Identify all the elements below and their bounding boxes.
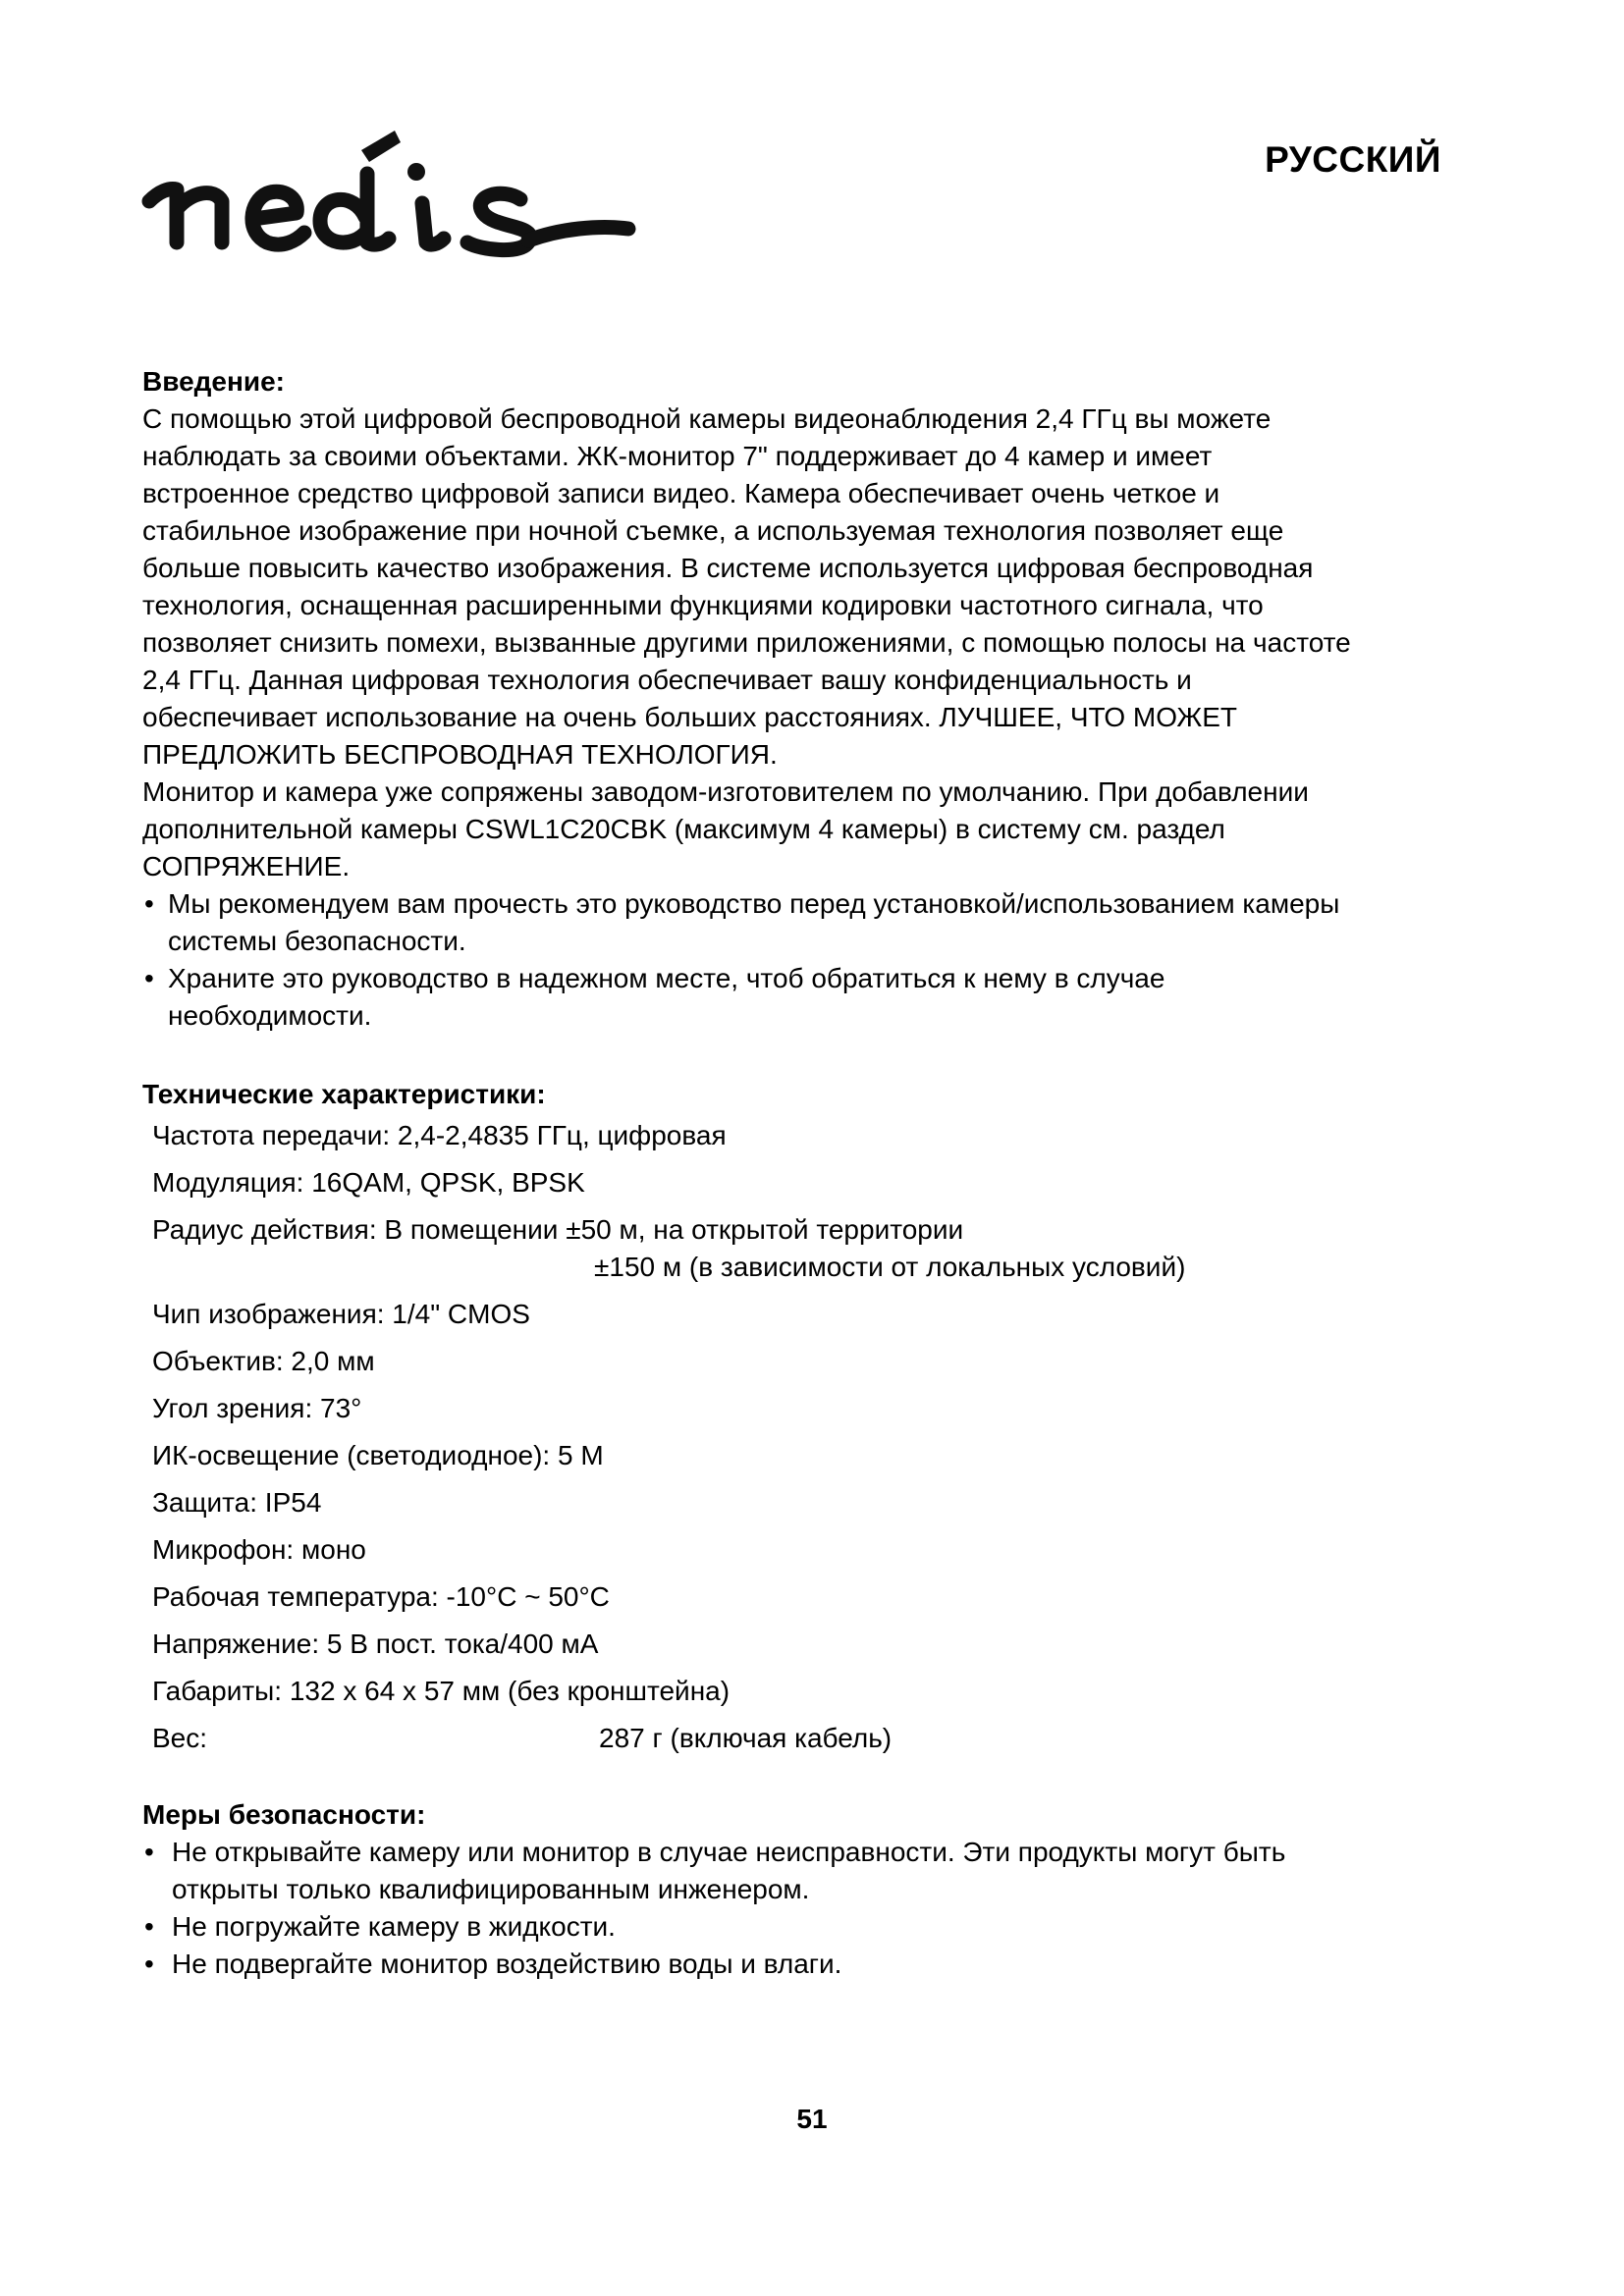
intro-heading: Введение: bbox=[142, 366, 286, 397]
spec-range-line-2: ±150 м (в зависимости от локальных условий) bbox=[594, 1252, 1186, 1282]
spec-weight bbox=[152, 1720, 1360, 1757]
specs-section bbox=[142, 1076, 1360, 1757]
spec-microphone: Микрофон: моно bbox=[152, 1534, 366, 1565]
spec-dimensions: Габариты: 132 x 64 x 57 мм (без кронштейна) bbox=[152, 1676, 731, 1706]
spec-voltage: Напряжение: 5 В пост. тока/400 мА bbox=[152, 1629, 599, 1659]
intro-bullets bbox=[142, 885, 1360, 1035]
spec-frequency: Частота передачи: 2,4-2,4835 ГГц, цифровая bbox=[152, 1120, 727, 1150]
safety-heading: Меры безопасности: bbox=[142, 1799, 426, 1830]
document-body bbox=[142, 363, 1360, 1983]
spec-angle: Угол зрения: 73° bbox=[152, 1393, 362, 1423]
page-number: 51 bbox=[796, 2104, 828, 2134]
safety-bullet-2: • Не погружайте камеру в жидкости. bbox=[142, 1908, 1360, 1946]
spec-chip: Чип изображения: 1/4" CMOS bbox=[152, 1299, 530, 1329]
language-label: РУССКИЙ bbox=[1265, 139, 1441, 180]
spec-ir: ИК-освещение (светодиодное): 5 М bbox=[152, 1440, 604, 1470]
safety-section bbox=[142, 1796, 1360, 1983]
spec-weight-label: Вес: bbox=[152, 1723, 208, 1753]
spec-range bbox=[152, 1211, 1360, 1286]
nedis-logo-mark bbox=[137, 123, 638, 270]
intro-section bbox=[142, 363, 1360, 1035]
nedis-logo bbox=[137, 123, 638, 270]
spec-weight-value: 287 г (включая кабель) bbox=[599, 1723, 893, 1753]
spec-modulation: Модуляция: 16QAM, QPSK, BPSK bbox=[152, 1167, 585, 1198]
spec-range-line-1: Радиус действия: В помещении ±50 м, на открытой территории bbox=[152, 1214, 964, 1245]
spec-protection: Защита: IP54 bbox=[152, 1487, 322, 1518]
specs-list bbox=[142, 1117, 1360, 1757]
intro-bullet-2: • Храните это руководство в надежном месте, чтоб обратиться к нему в случае необходимости. bbox=[142, 960, 1360, 1035]
safety-bullets bbox=[142, 1834, 1360, 1983]
intro-paragraph-1: С помощью этой цифровой беспроводной камеры видеонаблюдения 2,4 ГГц вы можете наблюдать за своими объектами. ЖК-монитор 7" поддерживает до 4 камер и имеет встроенное средство цифровой записи видео. Камера обеспечивает очень четкое и стабильное изображение при ночной съемке, а используемая технология позволяет еще больше повысить качество изображения. В системе используется цифровая беспроводная технология, оснащенная расширенными функциями кодировки частотного сигнала, что позволяет снизить помехи, вызванные другими приложениями, с помощью полосы на частоте 2,4 ГГц. Данная цифровая технология обеспечивает вашу конфиденциальность и обеспечивает использование на очень больших расстояниях. ЛУЧШЕЕ, ЧТО МОЖЕТ ПРЕДЛОЖИТЬ БЕСПРОВОДНАЯ ТЕХНОЛОГИЯ. bbox=[142, 403, 1351, 770]
safety-bullet-3: • Не подвергайте монитор воздействию воды и влаги. bbox=[142, 1946, 1360, 1983]
intro-bullet-1: • Мы рекомендуем вам прочесть это руководство перед установкой/использованием камеры системы безопасности. bbox=[142, 885, 1360, 960]
intro-paragraph-2: Монитор и камера уже сопряжены заводом-изготовителем по умолчанию. При добавлении дополнительной камеры CSWL1C20CBK (максимум 4 камеры) в систему см. раздел СОПРЯЖЕНИЕ. bbox=[142, 776, 1309, 881]
specs-heading: Технические характеристики: bbox=[142, 1079, 546, 1109]
spec-temperature: Рабочая температура: -10°C ~ 50°C bbox=[152, 1581, 610, 1612]
safety-bullet-1: • Не открывайте камеру или монитор в случае неисправности. Эти продукты могут быть открыты только квалифицированным инженером. bbox=[142, 1834, 1360, 1908]
spec-lens: Объектив: 2,0 мм bbox=[152, 1346, 375, 1376]
